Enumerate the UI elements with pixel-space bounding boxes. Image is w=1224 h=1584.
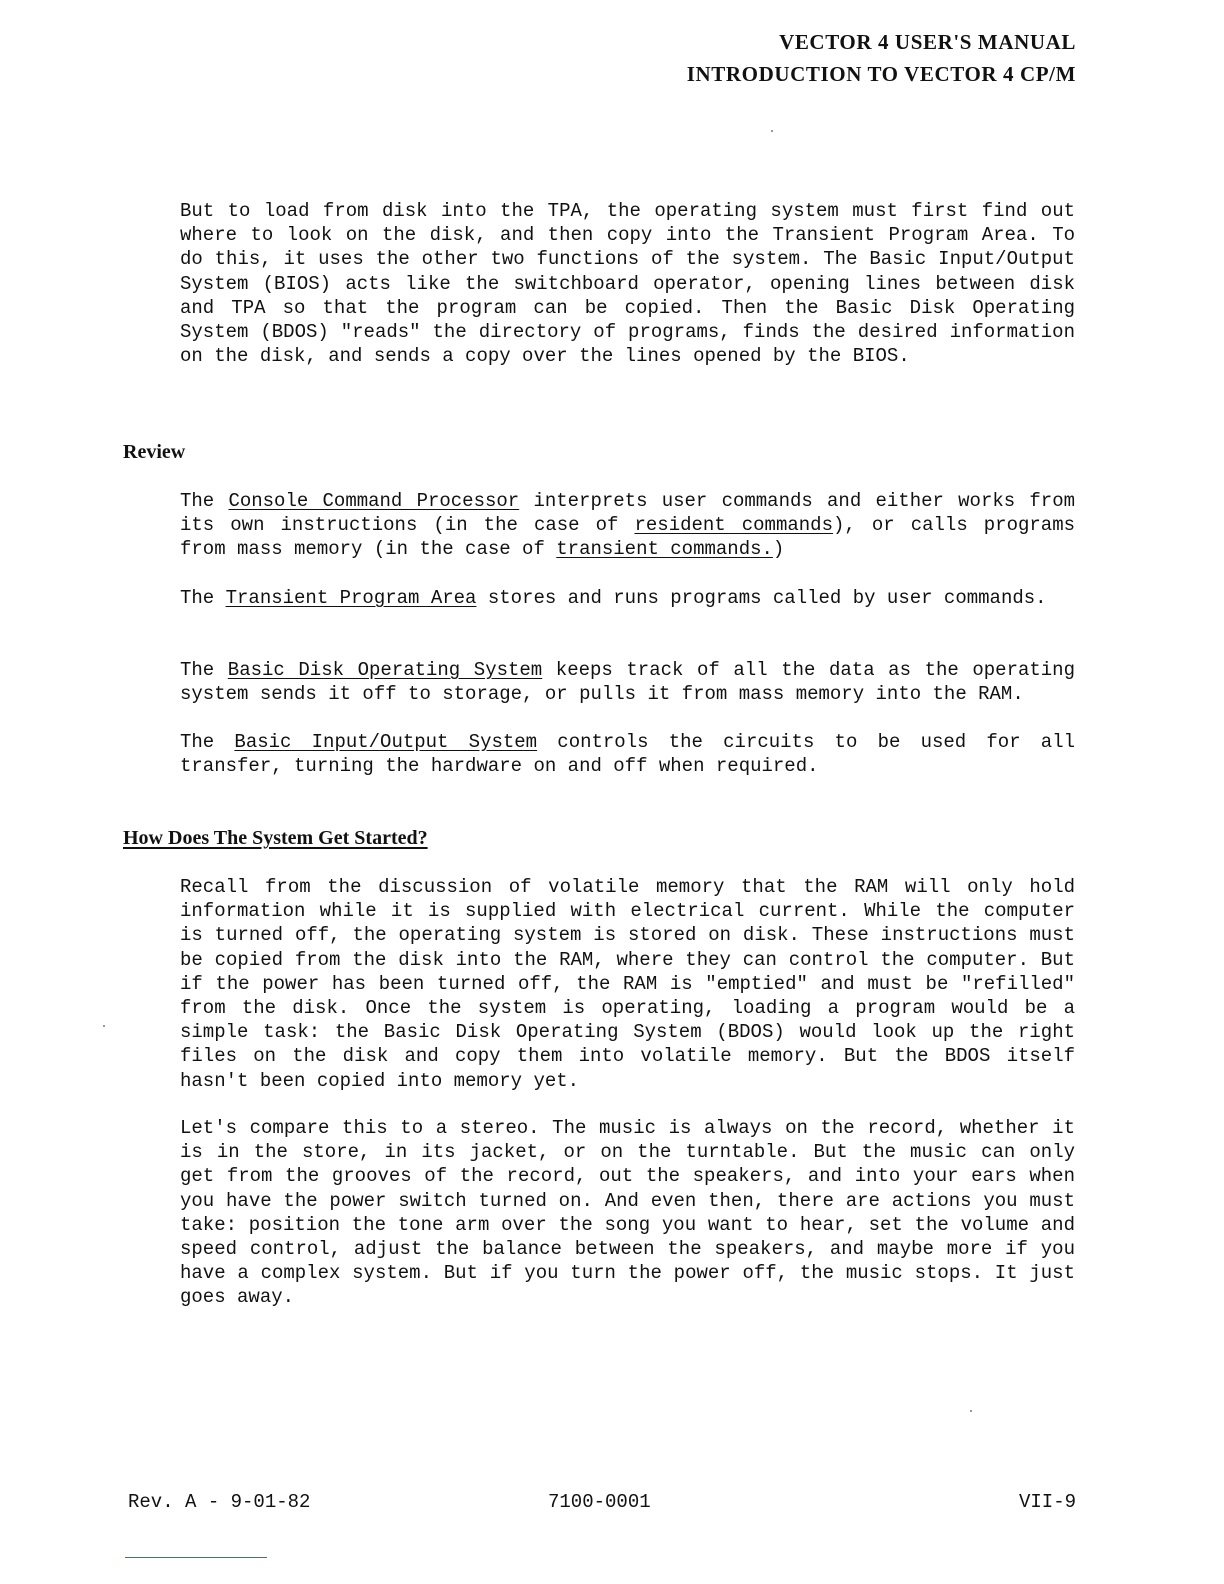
text: stores and runs programs called by user commands. xyxy=(476,587,1047,609)
text: The xyxy=(180,731,235,753)
startup-paragraph-stereo: Let's compare this to a stereo. The music is always on the record, whether it is in the store, in its jacket, or on the turntable. But the music can only get from the grooves of the record, out the speakers, and into your ears when you have the power switch turned on. And even then, there are actions you must take: position the tone arm over the song you want to hear, set the volume and speed control, adjust the balance between the speakers, and maybe more if you have a complex system. But if you turn the power off, the music stops. It just goes away. xyxy=(180,1117,1075,1309)
term-basic-disk-operating-system: Basic Disk Operating System xyxy=(227,659,543,681)
scan-speck xyxy=(970,1410,972,1412)
review-paragraph-tpa xyxy=(180,586,1075,610)
review-paragraph-ccp xyxy=(180,489,1075,562)
footer-page-number: VII-9 xyxy=(1018,1491,1076,1513)
text: controls the circuits to be used for all transfer, turning the hardware on and off when required. xyxy=(180,731,1076,778)
text: ) xyxy=(772,538,785,561)
term-resident-commands: resident commands xyxy=(634,514,833,537)
scan-speck xyxy=(771,130,773,132)
text: keeps track of all the data as the operating system sends it off to storage, or pulls it from mass memory into the RAM. xyxy=(180,659,1075,706)
scan-speck xyxy=(103,1025,105,1027)
footer-doc-number: 7100-0001 xyxy=(548,1491,651,1513)
startup-heading: How Does The System Get Started? xyxy=(123,827,428,849)
text: ), or calls programs from mass memory (in the case of xyxy=(180,514,1075,561)
page-header xyxy=(687,26,1076,90)
text: The xyxy=(180,587,226,609)
startup-paragraph-recall: Recall from the discussion of volatile memory that the RAM will only hold information while it is supplied with electrical current. While the computer is turned off, the operating system is stored on disk. These instructions must be copied from the disk into the RAM, where they can control the computer. But if the power has been turned off, the RAM is "emptied" and must be "refilled" from the disk. Once the system is operating, loading a program would be a simple task: the Basic Disk Operating System (BDOS) would look up the right files on the disk and copy them into volatile memory. But the BDOS itself hasn't been copied into memory yet. xyxy=(180,876,1075,1092)
manual-title: VECTOR 4 USER'S MANUAL xyxy=(779,30,1076,54)
review-paragraph-bdos xyxy=(180,658,1075,706)
text: The xyxy=(180,490,229,512)
text: The xyxy=(180,659,228,681)
review-heading: Review xyxy=(123,441,186,463)
footer-revision: Rev. A - 9-01-82 xyxy=(128,1491,311,1513)
text: interprets user commands and either works from its own instructions (in the case of xyxy=(180,490,1076,537)
term-transient-commands: transient commands. xyxy=(556,538,773,561)
intro-paragraph: But to load from disk into the TPA, the operating system must first find out where to look on the disk, and then copy into the Transient Program Area. To do this, it uses the other two functions of the system. The Basic Input/Output System (BIOS) acts like the switchboard operator, opening lines between disk and TPA so that the program can be copied. Then the Basic Disk Operating System (BDOS) "reads" the directory of programs, finds the desired information on the disk, and sends a copy over the lines opened by the BIOS. xyxy=(180,200,1075,368)
term-basic-input-output-system: Basic Input/Output System xyxy=(234,731,538,753)
review-paragraph-bios xyxy=(180,730,1075,778)
footer-rule xyxy=(125,1557,267,1558)
term-transient-program-area: Transient Program Area xyxy=(225,587,477,609)
term-console-command-processor: Console Command Processor xyxy=(228,490,520,512)
chapter-title: INTRODUCTION TO VECTOR 4 CP/M xyxy=(686,62,1076,86)
